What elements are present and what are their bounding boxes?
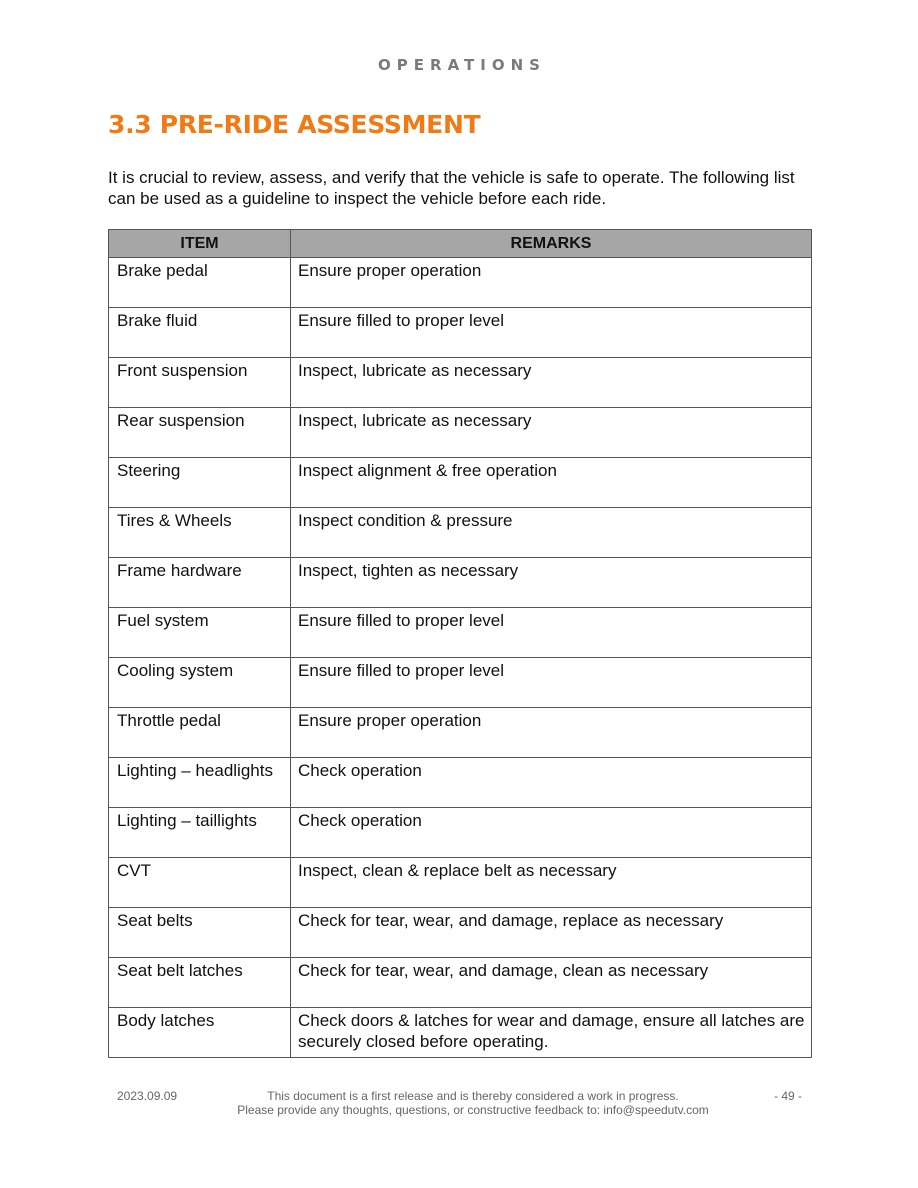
remark-cell: Ensure filled to proper level xyxy=(291,658,812,708)
remark-cell: Check for tear, wear, and damage, replace as necessary xyxy=(291,908,812,958)
item-cell: Lighting – taillights xyxy=(109,808,291,858)
table-row xyxy=(109,458,812,508)
remark-cell: Inspect alignment & free operation xyxy=(291,458,812,508)
item-cell: Seat belts xyxy=(109,908,291,958)
table-row xyxy=(109,608,812,658)
remark-cell: Check operation xyxy=(291,808,812,858)
table-row xyxy=(109,758,812,808)
table-row xyxy=(109,508,812,558)
remark-cell: Check for tear, wear, and damage, clean as necessary xyxy=(291,958,812,1008)
table-row xyxy=(109,708,812,758)
remark-cell: Ensure filled to proper level xyxy=(291,308,812,358)
item-cell: Tires & Wheels xyxy=(109,508,291,558)
table-row xyxy=(109,808,812,858)
item-cell: Body latches xyxy=(109,1008,291,1058)
remark-cell: Inspect, tighten as necessary xyxy=(291,558,812,608)
pre-ride-table xyxy=(108,229,812,1058)
item-cell: Seat belt latches xyxy=(109,958,291,1008)
table-row xyxy=(109,908,812,958)
section-header: OPERATIONS xyxy=(378,56,546,74)
item-cell: Front suspension xyxy=(109,358,291,408)
item-cell: Throttle pedal xyxy=(109,708,291,758)
item-cell: Frame hardware xyxy=(109,558,291,608)
footer-date: 2023.09.09 xyxy=(117,1089,178,1103)
table-row xyxy=(109,858,812,908)
remark-cell: Inspect condition & pressure xyxy=(291,508,812,558)
item-cell: Lighting – headlights xyxy=(109,758,291,808)
remark-cell: Inspect, clean & replace belt as necessary xyxy=(291,858,812,908)
item-cell: Steering xyxy=(109,458,291,508)
intro-paragraph: It is crucial to review, assess, and verify that the vehicle is safe to operate. The following list can be used as a guideline to inspect the vehicle before each ride. xyxy=(108,168,795,208)
remark-cell: Ensure proper operation xyxy=(291,708,812,758)
item-cell: Brake pedal xyxy=(109,258,291,308)
footer-note-line1: This document is a first release and is thereby considered a work in progress. xyxy=(267,1089,679,1103)
column-header-item: ITEM xyxy=(109,230,291,258)
footer-note-line2: Please provide any thoughts, questions, or constructive feedback to: info@speedutv.com xyxy=(237,1103,709,1117)
page-number: - 49 - xyxy=(774,1089,803,1103)
remark-cell: Check doors & latches for wear and damage, ensure all latches are securely closed before operating. xyxy=(291,1008,812,1058)
remark-cell: Ensure filled to proper level xyxy=(291,608,812,658)
remark-cell: Inspect, lubricate as necessary xyxy=(291,408,812,458)
table-row xyxy=(109,658,812,708)
table-header-row xyxy=(109,230,812,258)
table-row xyxy=(109,958,812,1008)
item-cell: Fuel system xyxy=(109,608,291,658)
item-cell: CVT xyxy=(109,858,291,908)
page-title: 3.3 PRE-RIDE ASSESSMENT xyxy=(108,110,481,139)
remark-cell: Ensure proper operation xyxy=(291,258,812,308)
column-header-remarks: REMARKS xyxy=(291,230,812,258)
table-row xyxy=(109,258,812,308)
table-row xyxy=(109,308,812,358)
table-row xyxy=(109,558,812,608)
table-row xyxy=(109,408,812,458)
item-cell: Brake fluid xyxy=(109,308,291,358)
table-row xyxy=(109,1008,812,1058)
table-row xyxy=(109,358,812,408)
remark-cell: Check operation xyxy=(291,758,812,808)
remark-cell: Inspect, lubricate as necessary xyxy=(291,358,812,408)
item-cell: Cooling system xyxy=(109,658,291,708)
item-cell: Rear suspension xyxy=(109,408,291,458)
